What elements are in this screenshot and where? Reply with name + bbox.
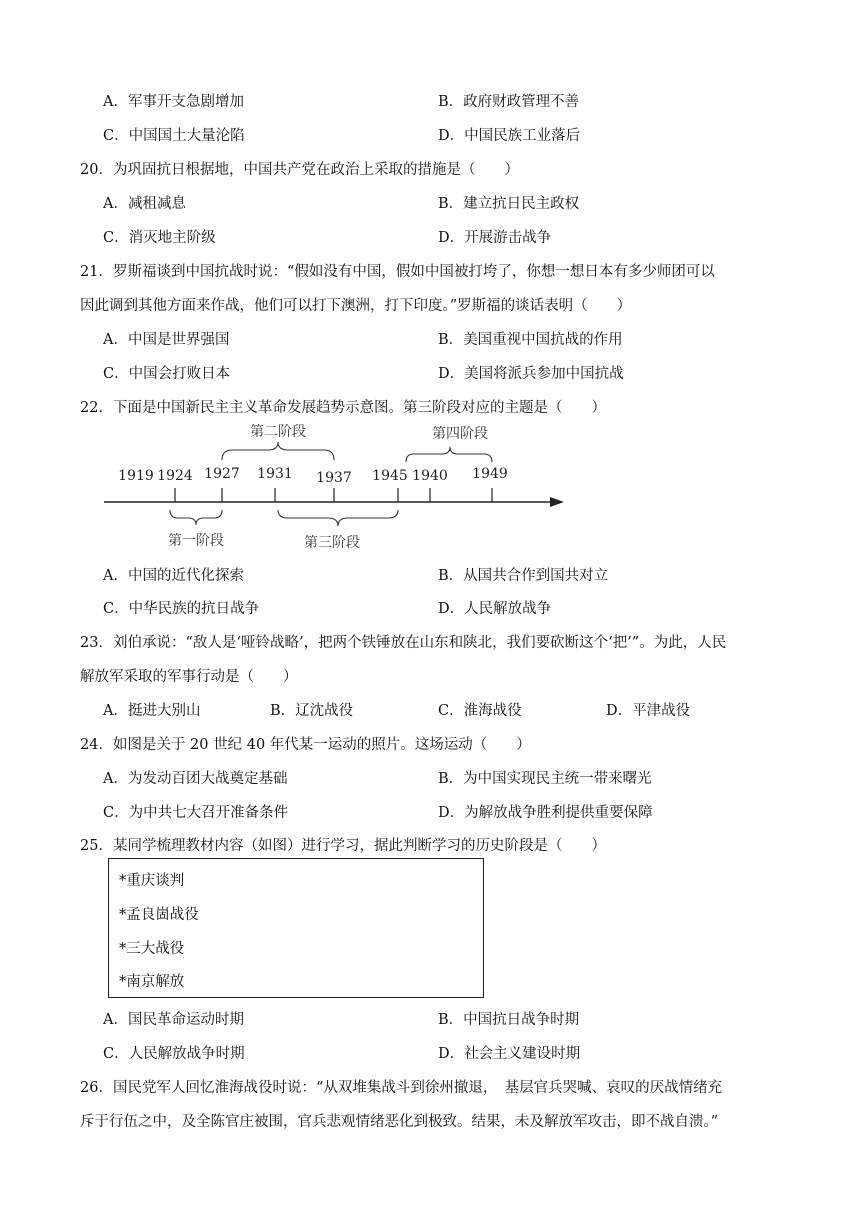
stage1-label: 第一阶段 [168, 533, 224, 549]
q20-option-b: B．建立抗日民主政权 [438, 196, 580, 212]
year-label-1940: 1940 [412, 468, 448, 484]
q21-stem-line2: 因此调到其他方面来作战，他们可以打下澳洲，打下印度。”罗斯福的谈话表明（ ） [80, 298, 632, 314]
q23-stem-line1: 23．刘伯承说：“敌人是‘哑铃战略’，把两个铁锤放在山东和陕北，我们要砍断这个‘把’”。为此，人民 [80, 635, 727, 651]
year-label-1931: 1931 [257, 466, 293, 482]
timeline-diagram [100, 420, 580, 560]
stage4-brace [406, 447, 492, 462]
year-label-1919: 1919 [118, 468, 154, 484]
q24-option-a: A．为发动百团大战奠定基础 [103, 771, 288, 787]
stage2-brace [222, 442, 334, 460]
q19-option-d: D．中国民族工业落后 [438, 128, 581, 144]
q23-stem-line2: 解放军采取的军事行动是（ ） [80, 669, 298, 685]
stage1-brace [170, 510, 222, 525]
q24-option-c: C．为中共七大召开准备条件 [103, 805, 289, 821]
year-label-1949: 1949 [472, 466, 508, 482]
q25-stem: 25．某同学梳理教材内容（如图）进行学习，据此判断学习的历史阶段是（ ） [80, 838, 606, 854]
q24-stem: 24．如图是关于 20 世纪 40 年代某一运动的照片。这场运动（ ） [80, 737, 531, 753]
year-label-1937: 1937 [316, 470, 352, 486]
q25-option-c: C．人民解放战争时期 [103, 1046, 245, 1062]
year-label-1927: 1927 [204, 466, 240, 482]
q24-option-d: D．为解放战争胜利提供重要保障 [438, 805, 653, 821]
q23-option-d: D．平津战役 [606, 703, 691, 719]
q25-content-box [108, 858, 484, 998]
q19-option-c: C．中国国土大量沦陷 [103, 128, 245, 144]
year-label-1945: 1945 [372, 468, 408, 484]
q19-option-b: B．政府财政管理不善 [438, 94, 580, 110]
box-item: *南京解放 [119, 974, 185, 990]
q23-option-b: B．辽沈战役 [270, 703, 354, 719]
q24-option-b: B．为中国实现民主统一带来曙光 [438, 771, 652, 787]
q23-option-a: A．挺进大别山 [103, 703, 201, 719]
q21-option-c: C．中国会打败日本 [103, 366, 231, 382]
q25-option-d: D．社会主义建设时期 [438, 1046, 581, 1062]
q20-stem: 20．为巩固抗日根据地，中国共产党在政治上采取的措施是（ ） [80, 162, 519, 178]
q22-option-b: B．从国共合作到国共对立 [438, 568, 609, 584]
axis-arrow-icon [550, 497, 564, 507]
box-item: *孟良崮战役 [119, 907, 199, 923]
q21-option-a: A．中国是世界强国 [103, 332, 230, 348]
q25-option-b: B．中国抗日战争时期 [438, 1012, 580, 1028]
q22-option-d: D．人民解放战争 [438, 601, 552, 617]
q21-stem-line1: 21．罗斯福谈到中国抗战时说：“假如没有中国，假如中国被打垮了，你想一想日本有多少师团可以 [80, 264, 715, 280]
box-item: *三大战役 [119, 941, 185, 957]
q19-option-a: A．军事开支急剧增加 [103, 94, 244, 110]
stage3-brace [278, 510, 398, 526]
stage2-label: 第二阶段 [250, 424, 306, 440]
q25-option-a: A．国民革命运动时期 [103, 1012, 244, 1028]
q21-option-b: B．美国重视中国抗战的作用 [438, 332, 623, 348]
q20-option-d: D．开展游击战争 [438, 230, 552, 246]
q26-stem-line2: 斥于行伍之中，及全陈官庄被围，官兵悲观情绪恶化到极致。结果，未及解放军攻击，即不战自溃。” [80, 1114, 719, 1130]
box-item: *重庆谈判 [119, 873, 185, 889]
q21-option-d: D．美国将派兵参加中国抗战 [438, 366, 624, 382]
year-label-1924: 1924 [157, 468, 193, 484]
q22-option-c: C．中华民族的抗日战争 [103, 601, 260, 617]
stage4-label: 第四阶段 [432, 426, 488, 442]
q22-stem: 22．下面是中国新民主主义革命发展趋势示意图。第三阶段对应的主题是（ ） [80, 400, 606, 416]
stage3-label: 第三阶段 [304, 535, 360, 551]
q20-option-c: C．消灭地主阶级 [103, 230, 216, 246]
q22-option-a: A．中国的近代化探索 [103, 568, 244, 584]
q20-option-a: A．减租减息 [103, 196, 186, 212]
q23-option-c: C．淮海战役 [438, 703, 522, 719]
q26-stem-line1: 26．国民党军人回忆淮海战役时说：“从双堆集战斗到徐州撤退， 基层官兵哭喊、哀叹的厌战情绪充 [80, 1080, 723, 1096]
